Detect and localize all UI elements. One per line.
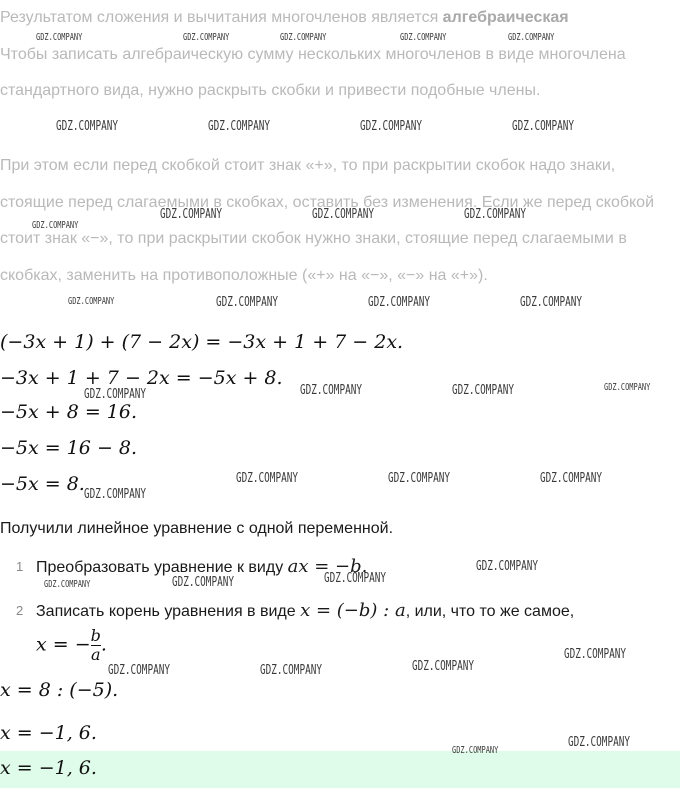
equation-3: −5x + 8 = 16. <box>0 401 138 423</box>
fraction-denominator: a <box>90 645 101 664</box>
theory-line1: Результатом сложения и вычитания многочленов является <box>0 9 443 26</box>
root-formula <box>36 627 107 664</box>
watermark: GDZ.COMPANY <box>476 559 538 574</box>
watermark: GDZ.COMPANY <box>568 735 630 750</box>
answer-value: x = −1, 6. <box>0 757 97 779</box>
watermark: GDZ.COMPANY <box>216 295 278 310</box>
equation-4: −5x = 16 − 8. <box>0 437 138 459</box>
watermark: GDZ.COMPANY <box>32 220 79 231</box>
watermark: GDZ.COMPANY <box>84 387 146 402</box>
step-number-2: 2 <box>16 603 24 618</box>
equation-6: x = 8 : (−5). <box>0 679 119 701</box>
watermark: GDZ.COMPANY <box>520 295 582 310</box>
watermark: GDZ.COMPANY <box>388 471 450 486</box>
root-formula-lhs: x = − <box>36 633 91 656</box>
watermark: GDZ.COMPANY <box>300 383 362 398</box>
watermark: GDZ.COMPANY <box>172 575 234 590</box>
watermark: GDZ.COMPANY <box>400 32 447 43</box>
step-2-text: Записать корень уравнения в виде <box>36 603 301 620</box>
watermark: GDZ.COMPANY <box>260 663 322 678</box>
watermark: GDZ.COMPANY <box>208 119 270 134</box>
step-1-math: ax = −b. <box>287 556 368 577</box>
watermark: GDZ.COMPANY <box>512 119 574 134</box>
watermark: GDZ.COMPANY <box>183 32 230 43</box>
theory-rule-2: При этом если перед скобкой стоит знак «+», то при раскрытии скобок надо знаки, стоящие перед слагаемыми в скобках, оставить без изменения. Если же перед скобкой стоит знак «−», то при раскрытии скобок нужно знаки, стоящие перед слагаемыми в скобках, заменить на противоположные («+» на «−», «−» на «+»). <box>0 157 655 284</box>
watermark: GDZ.COMPANY <box>540 471 602 486</box>
watermark: GDZ.COMPANY <box>368 295 430 310</box>
step-number-1: 1 <box>16 559 24 574</box>
watermark: GDZ.COMPANY <box>108 663 170 678</box>
equation-5: −5x = 8. <box>0 473 85 495</box>
watermark: GDZ.COMPANY <box>604 382 651 393</box>
step-1 <box>36 556 367 577</box>
theory-paragraph <box>0 0 680 110</box>
conclusion-text: Получили линейное уравнение с одной переменной. <box>0 520 394 537</box>
watermark: GDZ.COMPANY <box>84 487 146 502</box>
theory-rule: Чтобы записать алгебраическую сумму нескольких многочленов в виде многочлена стандартного вида, нужно раскрыть скобки и привести подобные члены. <box>0 45 626 99</box>
step-2-tail: , или, что то же самое, <box>405 603 575 620</box>
answer-box <box>0 751 680 788</box>
watermark: GDZ.COMPANY <box>324 571 386 586</box>
step-2 <box>36 600 574 621</box>
watermark: GDZ.COMPANY <box>464 207 526 222</box>
step-1-text: Преобразовать уравнение к виду <box>36 559 288 576</box>
watermark: GDZ.COMPANY <box>44 579 91 590</box>
watermark: GDZ.COMPANY <box>452 745 499 756</box>
fraction-numerator: b <box>90 626 101 645</box>
equation-7: x = −1, 6. <box>0 722 97 744</box>
watermark: GDZ.COMPANY <box>508 32 555 43</box>
watermark: GDZ.COMPANY <box>452 383 514 398</box>
step-2-math: x = (−b) : a <box>300 600 406 621</box>
equation-2: −3x + 1 + 7 − 2x = −5x + 8. <box>0 367 283 389</box>
watermark: GDZ.COMPANY <box>312 207 374 222</box>
watermark: GDZ.COMPANY <box>56 119 118 134</box>
watermark: GDZ.COMPANY <box>36 32 83 43</box>
watermark: GDZ.COMPANY <box>360 119 422 134</box>
watermark: GDZ.COMPANY <box>160 207 222 222</box>
root-formula-fraction <box>91 627 101 664</box>
watermark: GDZ.COMPANY <box>412 659 474 674</box>
watermark: GDZ.COMPANY <box>236 471 298 486</box>
watermark: GDZ.COMPANY <box>564 647 626 662</box>
watermark: GDZ.COMPANY <box>280 32 327 43</box>
watermark: GDZ.COMPANY <box>68 296 115 307</box>
root-formula-end: . <box>100 633 107 656</box>
equation-1: (−3x + 1) + (7 − 2x) = −3x + 1 + 7 − 2x. <box>0 331 404 353</box>
theory-bold-term: алгебраическая <box>442 9 569 26</box>
